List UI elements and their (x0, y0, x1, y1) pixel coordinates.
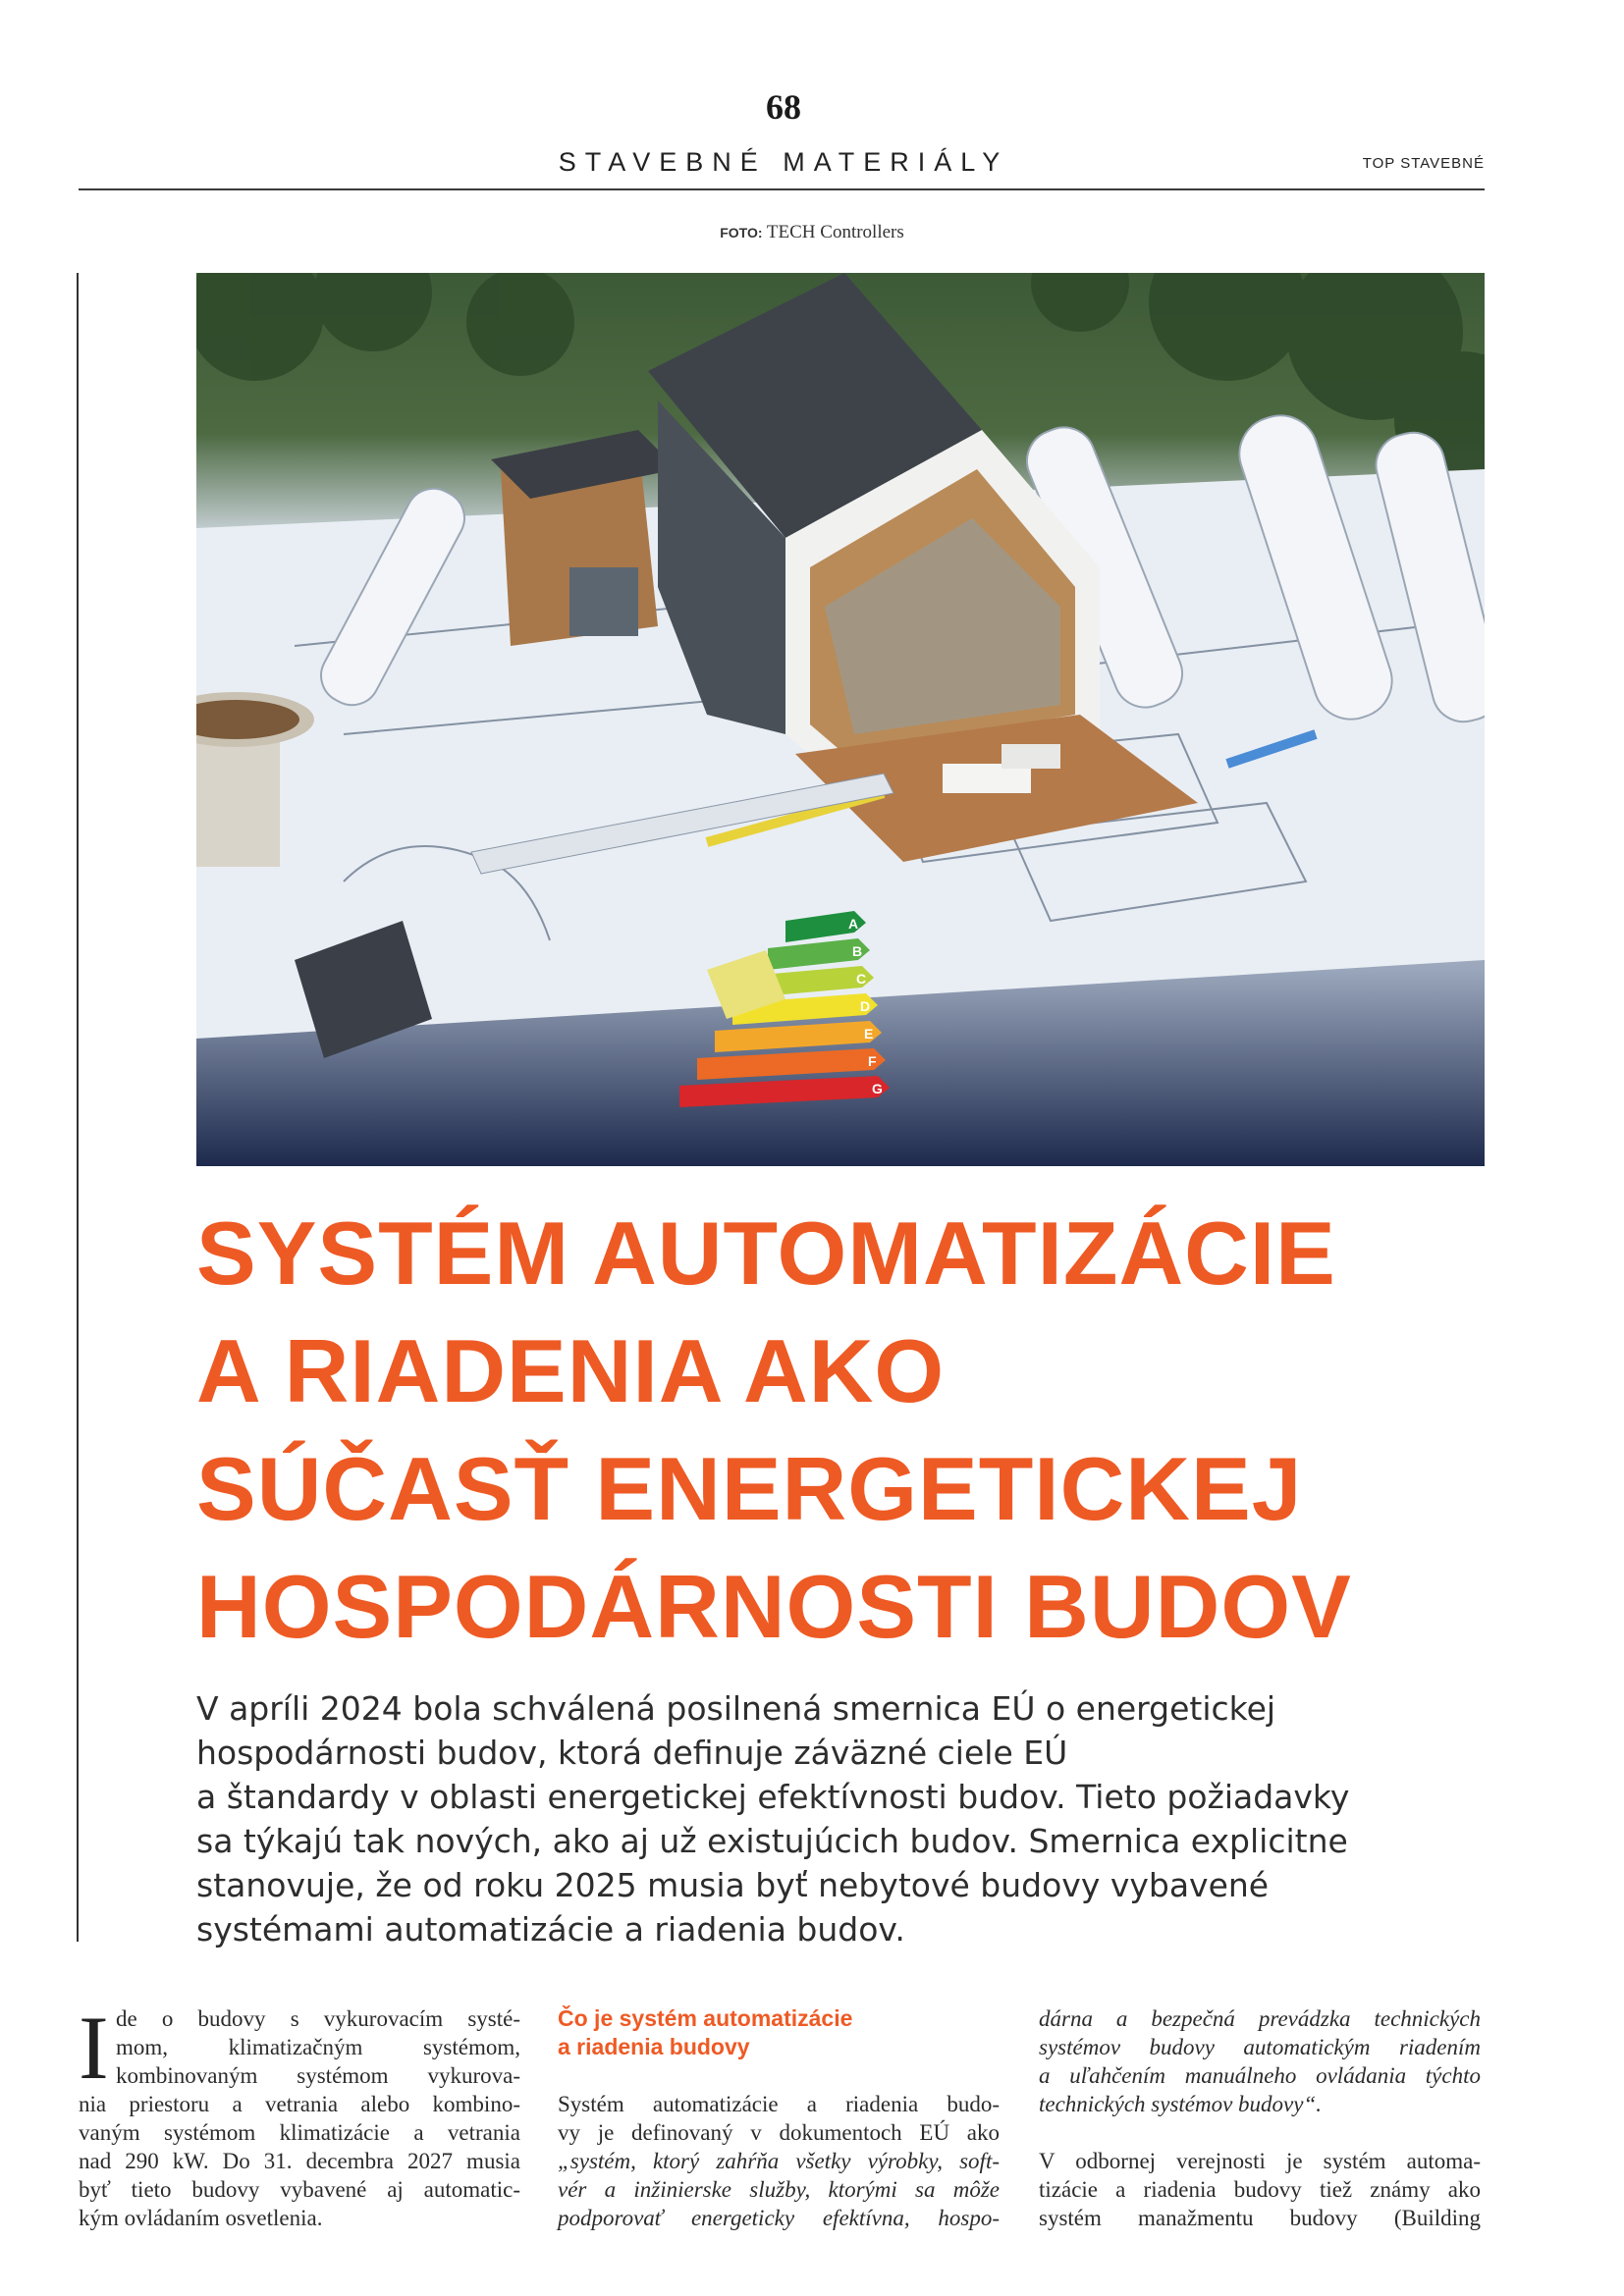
section-title: STAVEBNÉ MATERIÁLY (558, 147, 1009, 177)
body-line: mom, klimatizačným systémom, (116, 2035, 520, 2059)
body-line: de o budovy s vykurovacím systé- (116, 2006, 520, 2031)
subheading-line: a riadenia budovy (558, 2034, 750, 2059)
photo-credit-label: FOTO: (720, 225, 763, 240)
body-column-3 (1039, 2004, 1481, 2232)
side-rule (77, 273, 79, 1942)
energy-class-label: C (856, 971, 867, 987)
headline-line: A RIADENIA AKO (196, 1322, 946, 1421)
body-line: kombinovaným systémom vykurova- (116, 2063, 520, 2088)
body-line: vy je definovaný v dokumentoch EÚ ako (558, 2120, 1000, 2145)
body-line: vaným systémom klimatizácie a vetrania (79, 2120, 520, 2145)
quote-line: systémov budovy automatickým riadením (1039, 2035, 1481, 2059)
lead-line: V apríli 2024 bola schválená posilnená smernica EÚ o energetickej (196, 1689, 1276, 1728)
body-line: V odbornej verejnosti je systém automa- (1039, 2149, 1481, 2173)
energy-class-label: B (852, 943, 863, 959)
article-lead (196, 1686, 1492, 1951)
quote-line: podporovať energeticky efektívna, hospo- (558, 2206, 1000, 2230)
lead-line: a štandardy v oblasti energetickej efektívnosti budov. Tieto požiadavky (196, 1778, 1350, 1816)
body-line: Systém automatizácie a riadenia budo- (558, 2092, 1000, 2116)
house-on-blueprints-illustration (196, 273, 1485, 1166)
body-line: kým ovládaním osvetlenia. (79, 2206, 323, 2230)
quote-line: dárna a bezpečná prevádzka technických (1039, 2006, 1481, 2031)
body-column-2 (558, 2004, 1000, 2232)
quote-line: a uľahčením manuálneho ovládania týchto (1039, 2063, 1481, 2088)
energy-bar-e (715, 1021, 882, 1052)
headline-line: HOSPODÁRNOSTI BUDOV (196, 1558, 1352, 1657)
article-headline (196, 1196, 1492, 1667)
body-line: systém manažmentu budovy (Building (1039, 2206, 1481, 2230)
body-line: tizácie a riadenia budovy tiež známy ako (1039, 2177, 1481, 2202)
body-line: byť tieto budovy vybavené aj automatic- (79, 2177, 520, 2202)
energy-class-label: D (860, 998, 871, 1014)
headline-line: SÚČASŤ ENERGETICKEJ (196, 1440, 1303, 1539)
lead-line: sa týkajú tak nových, ako aj už existujúcich budov. Smernica explicitne (196, 1822, 1348, 1860)
energy-class-label: F (868, 1053, 877, 1069)
header-rule (79, 188, 1485, 190)
page-number: 68 (766, 87, 801, 127)
body-column-1 (79, 1998, 520, 2232)
subheading-line: Čo je systém automatizácie (558, 2005, 853, 2031)
energy-class-label: G (872, 1081, 883, 1096)
drop-cap: I (79, 1998, 109, 2098)
quote-line: technických systémov budovy“. (1039, 2092, 1323, 2116)
headline-line: SYSTÉM AUTOMATIZÁCIE (196, 1204, 1336, 1304)
energy-bar-f (697, 1048, 886, 1080)
photo-credit-source: TECH Controllers (766, 222, 904, 242)
lead-line: stanovuje, že od roku 2025 musia byť nebytové budovy vybavené (196, 1866, 1270, 1904)
lead-line: hospodárnosti budov, ktorá definuje záväzné ciele EÚ (196, 1734, 1068, 1772)
energy-class-label: E (864, 1026, 874, 1041)
quote-line: vér a inžinierske služby, ktorými sa môže (558, 2177, 1000, 2202)
quote-line: „systém, ktorý zahŕňa všetky výrobky, soft- (558, 2149, 1000, 2173)
section-subheading (558, 2004, 1000, 2061)
body-line: nia priestoru a vetrania alebo kombino- (79, 2092, 520, 2116)
lead-line: systémami automatizácie a riadenia budov. (196, 1910, 905, 1949)
magazine-label: TOP STAVEBNÉ (1362, 155, 1485, 172)
energy-class-label: A (848, 916, 859, 932)
photo-credit (0, 222, 1624, 243)
energy-bar-g (679, 1076, 890, 1107)
hero-image (196, 273, 1485, 1166)
body-line: nad 290 kW. Do 31. decembra 2027 musia (79, 2149, 520, 2173)
